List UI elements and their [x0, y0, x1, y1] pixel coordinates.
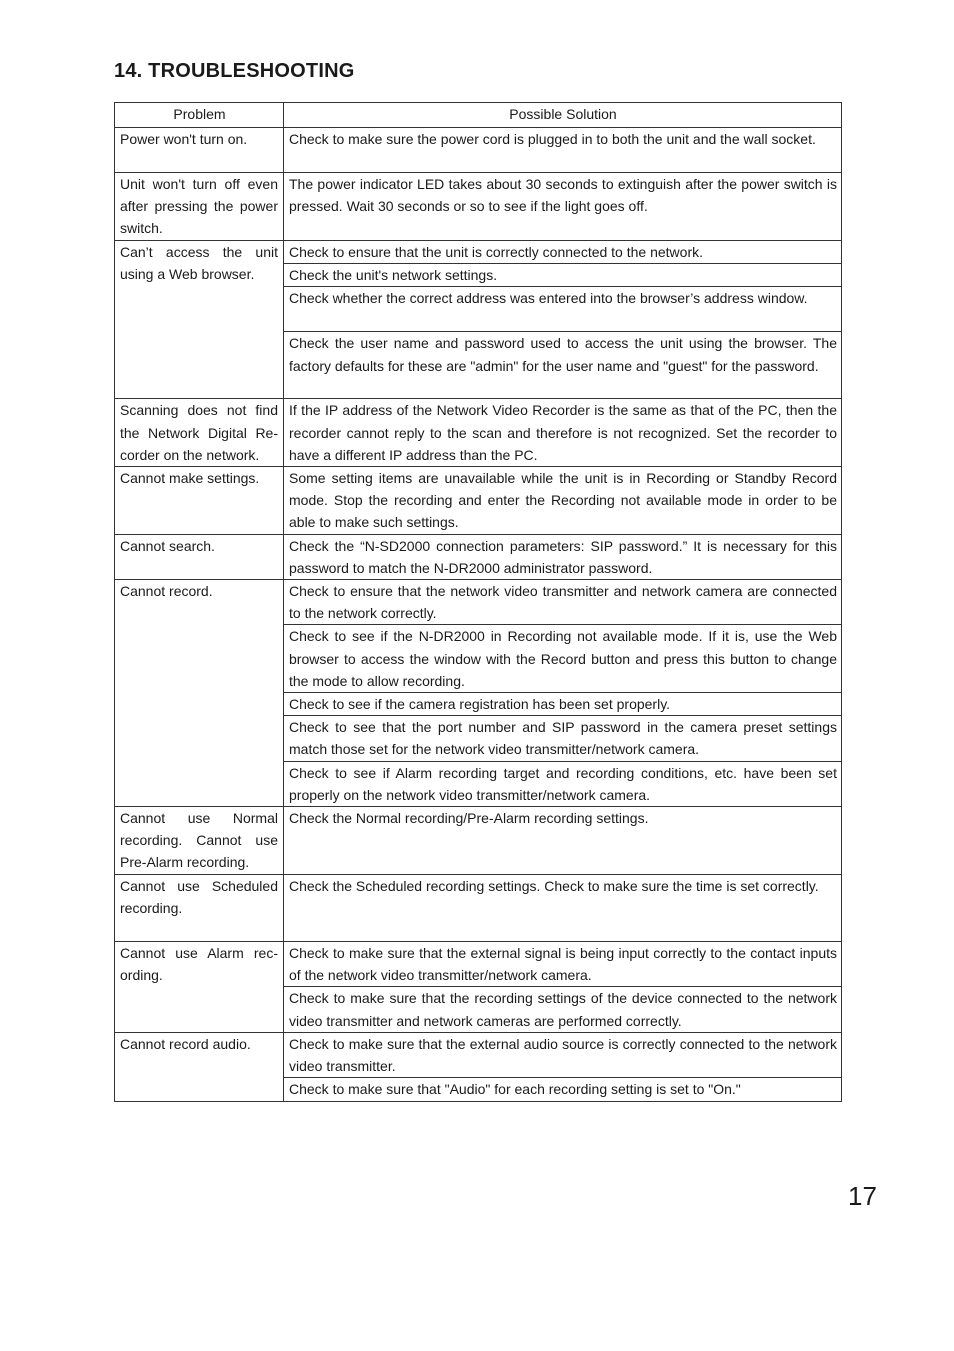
solution-cell: Check whether the correct address was entered into the browser’s address window. — [284, 287, 842, 332]
solution-cell: Check the Scheduled recording settings. Check to make sure the time is set correctly. — [284, 875, 842, 942]
problem-cell: Scanning does not find the Network Digital Re-corder on the network. — [115, 399, 284, 467]
table-row — [115, 467, 842, 535]
problem-cell: Cannot record audio. — [115, 1032, 284, 1101]
problem-cell: Cannot record. — [115, 580, 284, 807]
solution-cell: Check to see if the N-DR2000 in Recording not available mode. If it is, use the Web browser to access the window with the Record button and press this button to change the mode to allow recording. — [284, 625, 842, 693]
section-title: 14. TROUBLESHOOTING — [114, 60, 355, 82]
page-number: 17 — [848, 1181, 877, 1211]
problem-cell: Cannot use Normal recording. Cannot use Pre-Alarm recording. — [115, 807, 284, 875]
solution-cell: Check to make sure that the external audio source is correctly connected to the network video transmitter. — [284, 1032, 842, 1077]
solution-cell: Check the unit's network settings. — [284, 264, 842, 287]
table-row — [115, 534, 842, 579]
table-row — [115, 580, 842, 625]
column-header-solution: Possible Solution — [284, 103, 842, 128]
problem-cell: Can’t access the unit using a Web browser. — [115, 241, 284, 399]
table-header-row — [115, 103, 842, 128]
table-row — [115, 128, 842, 173]
problem-cell: Power won't turn on. — [115, 128, 284, 173]
problem-cell: Cannot use Alarm rec-ording. — [115, 942, 284, 1033]
troubleshooting-table — [114, 102, 842, 1102]
solution-cell: Check the user name and password used to access the unit using the browser. The factory defaults for these are "admin" for the user name and "guest" for the password. — [284, 332, 842, 399]
table-row — [115, 1032, 842, 1077]
solution-cell: Check to ensure that the unit is correctly connected to the network. — [284, 241, 842, 264]
problem-cell: Cannot make settings. — [115, 467, 284, 535]
column-header-problem: Problem — [115, 103, 284, 128]
table-row — [115, 942, 842, 987]
table-row — [115, 399, 842, 467]
table-row — [115, 807, 842, 875]
solution-cell: Check the “N-SD2000 connection parameters: SIP password.” It is necessary for this password to match the N-DR2000 administrator password. — [284, 534, 842, 579]
solution-cell: Check to make sure that the recording settings of the device connected to the network video transmitter and network cameras are performed correctly. — [284, 987, 842, 1032]
solution-cell: If the IP address of the Network Video Recorder is the same as that of the PC, then the recorder cannot reply to the scan and therefore is not recognized. Set the recorder to have a different IP address than the PC. — [284, 399, 842, 467]
problem-cell: Cannot use Scheduled recording. — [115, 875, 284, 942]
problem-cell: Unit won't turn off even after pressing the power switch. — [115, 173, 284, 241]
solution-cell: Check to ensure that the network video transmitter and network camera are connected to the network correctly. — [284, 580, 842, 625]
solution-cell: Check to make sure that the external signal is being input correctly to the contact inputs of the network video transmitter/network camera. — [284, 942, 842, 987]
solution-cell: Check to make sure the power cord is plugged in to both the unit and the wall socket. — [284, 128, 842, 173]
solution-cell: Check to see if the camera registration has been set properly. — [284, 693, 842, 716]
table-row — [115, 173, 842, 241]
solution-cell: Check to make sure that "Audio" for each recording setting is set to "On." — [284, 1078, 842, 1102]
solution-cell: Check to see if Alarm recording target and recording conditions, etc. have been set properly on the network video transmitter/network camera. — [284, 761, 842, 806]
table-row — [115, 875, 842, 942]
solution-cell: Check the Normal recording/Pre-Alarm recording settings. — [284, 807, 842, 875]
solution-cell: Check to see that the port number and SIP password in the camera preset settings match those set for the network video transmitter/network camera. — [284, 716, 842, 761]
problem-cell: Cannot search. — [115, 534, 284, 579]
solution-cell: Some setting items are unavailable while the unit is in Recording or Standby Record mode. Stop the recording and enter the Recording not available mode in order to be able to make such settings. — [284, 467, 842, 535]
table-row — [115, 241, 842, 264]
solution-cell: The power indicator LED takes about 30 seconds to extinguish after the power switch is pressed. Wait 30 seconds or so to see if the light goes off. — [284, 173, 842, 241]
